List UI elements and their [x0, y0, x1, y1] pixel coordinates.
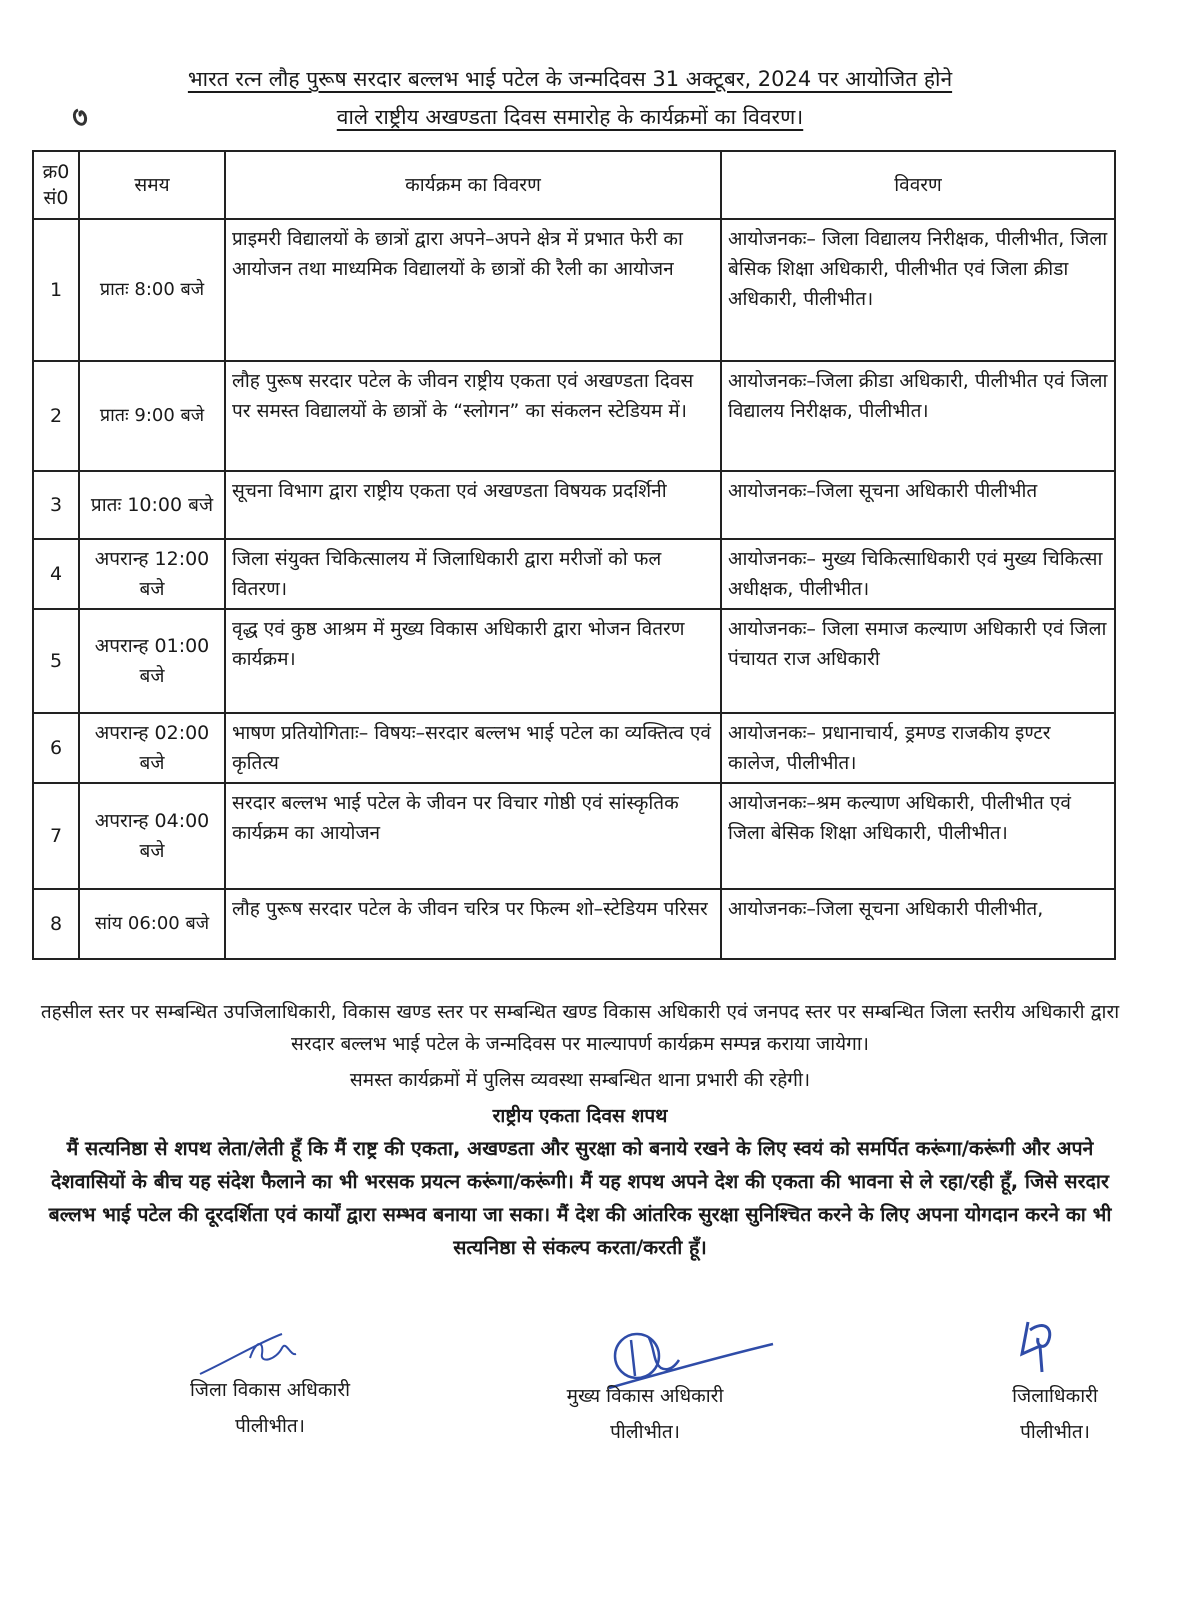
row-time: प्रातः 10:00 बजे — [79, 471, 225, 539]
table-row — [33, 889, 1115, 959]
title-line-1: भारत रत्न लौह पुरूष सरदार बल्लभ भाई पटेल के जन्मदिवस 31 अक्टूबर, 2024 पर आयोजित होने — [187, 67, 953, 91]
row-time: अपरान्ह 04:00 बजे — [79, 783, 225, 889]
signature-designation: जिला विकास अधिकारी — [189, 1379, 351, 1401]
row-program: लौह पुरूष सरदार पटेल के जीवन राष्ट्रीय एकता एवं अखण्डता दिवस पर समस्त विद्यालयों के छात्रों के “स्लोगन” का संकलन स्टेडियम में। — [225, 361, 721, 471]
row-program: वृद्ध एवं कुष्ठ आश्रम में मुख्य विकास अधिकारी द्वारा भोजन वितरण कार्यक्रम। — [225, 609, 721, 713]
row-time: सांय 06:00 बजे — [79, 889, 225, 959]
table-row — [33, 783, 1115, 889]
table-row — [33, 713, 1115, 783]
row-details: आयोजनकः– जिला विद्यालय निरीक्षक, पीलीभीत, जिला बेसिक शिक्षा अधिकारी, पीलीभीत एवं जिला क्रीडा अधिकारी, पीलीभीत। — [721, 219, 1115, 361]
signature-block-dm — [980, 1378, 1130, 1450]
row-program: जिला संयुक्त चिकित्सालय में जिलाधिकारी द्वारा मरीजों को फल वितरण। — [225, 539, 721, 609]
row-program: प्राइमरी विद्यालयों के छात्रों द्वारा अपने–अपने क्षेत्र में प्रभात फेरी का आयोजन तथा माध्यमिक विद्यालयों के छात्रों की रैली का आयोजन — [225, 219, 721, 361]
row-details: आयोजनकः– प्रधानाचार्य, ड्रमण्ड राजकीय इण्टर कालेज, पीलीभीत। — [721, 713, 1115, 783]
row-serial: 3 — [33, 471, 79, 539]
table-row — [33, 219, 1115, 361]
signature-block-cdo — [525, 1378, 765, 1450]
row-serial: 1 — [33, 219, 79, 361]
signature-place: पीलीभीत। — [610, 1421, 680, 1443]
table-row — [33, 361, 1115, 471]
header-details: विवरण — [721, 151, 1115, 219]
police-note: समस्त कार्यक्रमों में पुलिस व्यवस्था सम्बन्धित थाना प्रभारी की रहेगी। — [349, 1069, 811, 1091]
row-details: आयोजनकः–जिला क्रीडा अधिकारी, पीलीभीत एवं जिला विद्यालय निरीक्षक, पीलीभीत। — [721, 361, 1115, 471]
row-serial: 7 — [33, 783, 79, 889]
table-row — [33, 539, 1115, 609]
row-time: प्रातः 8:00 बजे — [79, 219, 225, 361]
row-time: अपरान्ह 01:00 बजे — [79, 609, 225, 713]
row-serial: 8 — [33, 889, 79, 959]
row-details: आयोजनकः–जिला सूचना अधिकारी पीलीभीत — [721, 471, 1115, 539]
table-header-row — [33, 151, 1115, 219]
row-details: आयोजनकः–जिला सूचना अधिकारी पीलीभीत, — [721, 889, 1115, 959]
signature-designation: जिलाधिकारी — [1012, 1385, 1098, 1407]
table-row — [33, 471, 1115, 539]
handwritten-signature — [1000, 1316, 1080, 1376]
row-program: सरदार बल्लभ भाई पटेल के जीवन पर विचार गोष्ठी एवं सांस्कृतिक कार्यक्रम का आयोजन — [225, 783, 721, 889]
signature-block-cdo-district — [150, 1372, 390, 1444]
row-details: आयोजनकः– मुख्य चिकित्साधिकारी एवं मुख्य चिकित्सा अधीक्षक, पीलीभीत। — [721, 539, 1115, 609]
row-serial: 5 — [33, 609, 79, 713]
signature-place: पीलीभीत। — [235, 1415, 305, 1437]
row-time: अपरान्ह 02:00 बजे — [79, 713, 225, 783]
row-time: प्रातः 9:00 बजे — [79, 361, 225, 471]
row-program: सूचना विभाग द्वारा राष्ट्रीय एकता एवं अखण्डता विषयक प्रदर्शिनी — [225, 471, 721, 539]
tehsil-note: तहसील स्तर पर सम्बन्धित उपजिलाधिकारी, विकास खण्ड स्तर पर सम्बन्धित खण्ड विकास अधिकारी एवं जनपद स्तर पर सम्बन्धित जिला स्तरीय अधिकारी द्वारा सरदार बल्लभ भाई पटेल के जन्मदिवस पर माल्यापर्ण कार्यक्रम सम्पन्न कराया जायेगा। — [40, 1001, 1120, 1055]
row-program: भाषण प्रतियोगिताः– विषयः–सरदार बल्लभ भाई पटेल का व्यक्तित्व एवं कृतित्य — [225, 713, 721, 783]
row-serial: 2 — [33, 361, 79, 471]
oath-title: राष्ट्रीय एकता दिवस शपथ — [492, 1105, 668, 1127]
header-time: समय — [79, 151, 225, 219]
signature-place: पीलीभीत। — [1020, 1421, 1090, 1443]
oath-text: मैं सत्यनिष्ठा से शपथ लेता/लेती हूँ कि मैं राष्ट्र की एकता, अखण्डता और सुरक्षा को बनाये रखने के लिए स्वयं को समर्पित करूंगा/करूंगी और अपने देशवासियों के बीच यह संदेश फैलाने का भी भरसक प्रयत्न करूंगा/करूंगी। मैं यह शपथ अपने देश की एकता की भावना से ले रहा/रही हूँ, जिसे सरदार बल्लभ भाई पटेल की दूरदर्शिता एवं कार्यों द्वारा सम्भव बनाया जा सका। मैं देश की आंतरिक सुरक्षा सुनिश्चित करने के लिए अपना योगदान करने का भी सत्यनिष्ठा से संकल्प करता/करती हूँ। — [48, 1137, 1112, 1259]
header-program: कार्यक्रम का विवरण — [225, 151, 721, 219]
signature-designation: मुख्य विकास अधिकारी — [566, 1385, 724, 1407]
table-row — [33, 609, 1115, 713]
row-serial: 4 — [33, 539, 79, 609]
footer-notes — [40, 996, 1120, 1264]
row-details: आयोजनकः–श्रम कल्याण अधिकारी, पीलीभीत एवं जिला बेसिक शिक्षा अधिकारी, पीलीभीत। — [721, 783, 1115, 889]
row-program: लौह पुरूष सरदार पटेल के जीवन चरित्र पर फिल्म शो–स्टेडियम परिसर — [225, 889, 721, 959]
ink-mark-icon — [70, 106, 94, 130]
row-details: आयोजनकः– जिला समाज कल्याण अधिकारी एवं जिला पंचायत राज अधिकारी — [721, 609, 1115, 713]
title-line-2: वाले राष्ट्रीय अखण्डता दिवस समारोह के कार्यक्रमों का विवरण। — [336, 105, 804, 129]
document-title — [20, 60, 1120, 136]
row-time: अपरान्ह 12:00 बजे — [79, 539, 225, 609]
header-serial-no: क्र0 सं0 — [33, 151, 79, 219]
row-serial: 6 — [33, 713, 79, 783]
schedule-table — [32, 150, 1116, 960]
